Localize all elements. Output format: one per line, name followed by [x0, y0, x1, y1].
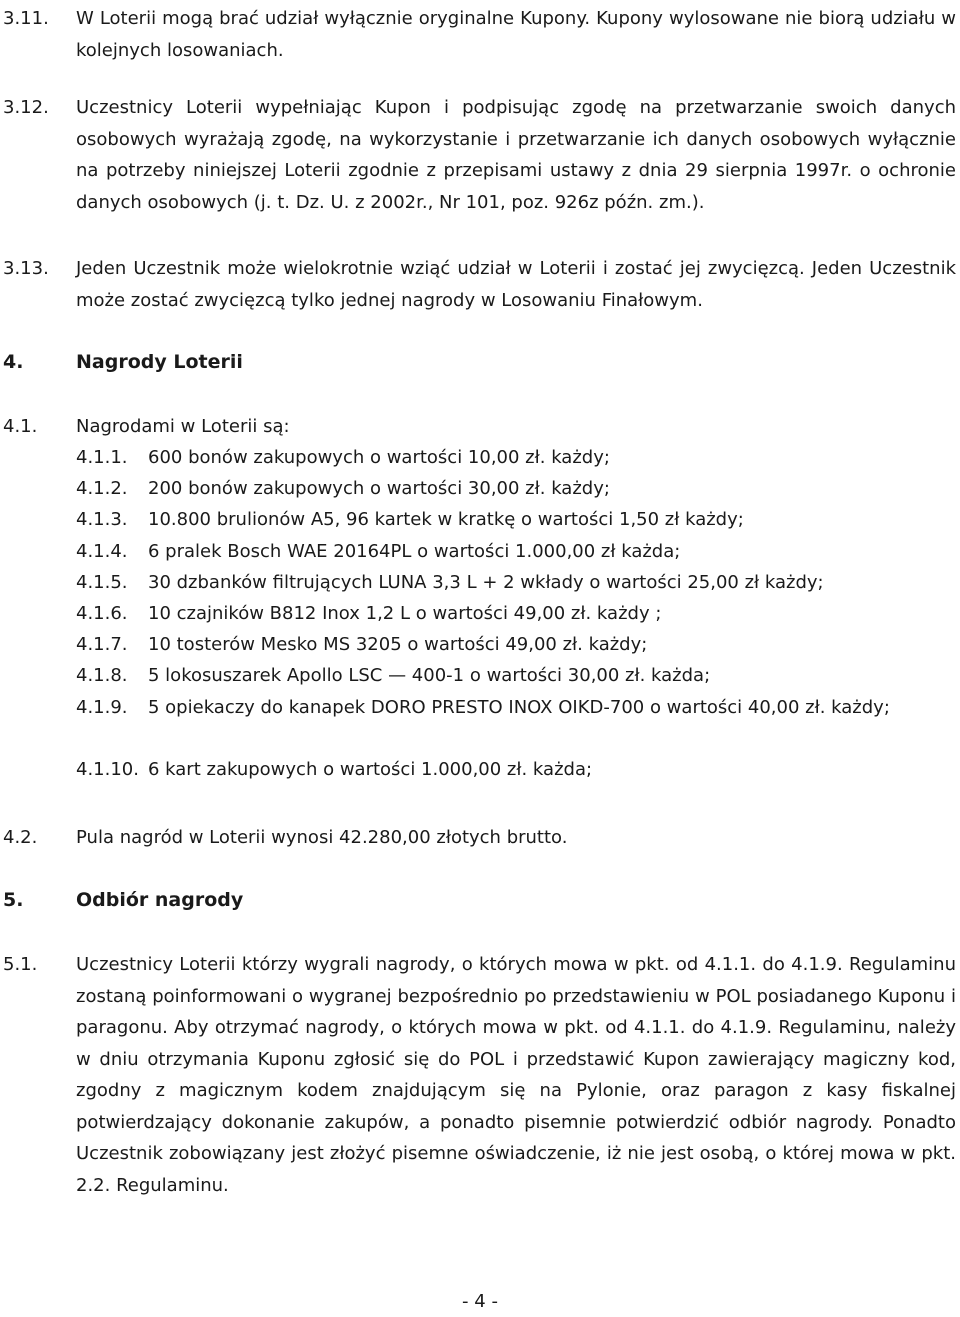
list-item — [76, 567, 956, 598]
list-item-text: 600 bonów zakupowych o wartości 10,00 zł. każdy; — [148, 447, 610, 468]
section-text: Uczestnicy Loterii wypełniając Kupon i podpisując zgodę na przetwarzanie swoich danych osobowych wyrażają zgodę, na wykorzystanie i przetwarzanie ich danych osobowych wyłącznie na potrzeby niniejszej Loterii zgodnie z przepisami ustawy z dnia 29 sierpnia 1997r. o ochronie danych osobowych (j. t. Dz. U. z 2002r., Nr 101, poz. 926z późn. zm.). — [76, 97, 956, 213]
list-item — [76, 442, 956, 473]
list-item — [76, 536, 956, 567]
list-item-number: 4.1.9. — [76, 696, 128, 718]
list-item-number: 4.1.8. — [76, 665, 128, 687]
list-item-number: 4.1.7. — [76, 634, 128, 656]
heading-number: 4. — [3, 351, 24, 373]
heading-number: 5. — [3, 889, 24, 911]
list-item-number: 4.1.6. — [76, 602, 128, 624]
section-number: 3.11. — [3, 8, 49, 29]
section-text: Pula nagród w Loterii wynosi 42.280,00 złotych brutto. — [76, 827, 568, 848]
section-text: Jeden Uczestnik może wielokrotnie wziąć udział w Loterii i zostać jej zwycięzcą. Jeden Uczestnik może zostać zwycięzcą tylko jednej nagrody w Losowaniu Finałowym. — [76, 258, 956, 311]
prize-list — [76, 442, 956, 785]
list-item-text: 10.800 brulionów A5, 96 kartek w kratkę o wartości 1,50 zł każdy; — [148, 509, 744, 531]
list-item-text: 200 bonów zakupowych o wartości 30,00 zł. każdy; — [148, 478, 610, 500]
section-number: 4.1. — [3, 416, 38, 437]
section-number: 4.2. — [3, 827, 38, 848]
list-item-number: 4.1.10. — [76, 758, 139, 780]
list-item-number: 4.1.2. — [76, 478, 128, 500]
list-item-number: 4.1.1. — [76, 447, 128, 468]
list-item — [76, 692, 956, 754]
section-number: 3.13. — [3, 258, 49, 279]
list-item-number: 4.1.3. — [76, 509, 128, 531]
list-item — [76, 473, 956, 504]
list-item-text: 6 pralek Bosch WAE 20164PL o wartości 1.000,00 zł każda; — [148, 540, 681, 562]
list-item — [76, 598, 956, 629]
list-item — [76, 629, 956, 660]
list-item-number: 4.1.5. — [76, 571, 128, 593]
list-item-text: 10 czajników B812 Inox 1,2 L o wartości 49,00 zł. każdy ; — [148, 602, 662, 624]
heading-title: Odbiór nagrody — [76, 889, 244, 911]
list-item-text: 5 opiekaczy do kanapek DORO PRESTO INOX OIKD-700 o wartości 40,00 zł. każdy; — [148, 696, 890, 718]
section-text: Uczestnicy Loterii którzy wygrali nagrody, o których mowa w pkt. od 4.1.1. do 4.1.9. Regulaminu zostaną poinformowani o wygranej bezpośrednio po przedstawieniu w POL posiadanego Kuponu i paragonu. Aby otrzymać nagrody, o których mowa w pkt. od 4.1.1. do 4.1.9. Regulaminu, należy w dniu otrzymania Kuponu zgłosić się do POL i przedstawić Kupon zawierający magiczny kod, zgodny z magicznym kodem znajdującym się na Pylonie, oraz paragon z kasy fiskalnej potwierdzający dokonanie zakupów, a ponadto pisemnie potwierdzić odbiór nagrody. Ponadto Uczestnik zobowiązany jest złożyć pisemne oświadczenie, iż nie jest osobą, o której mowa w pkt. 2.2. Regulaminu. — [76, 954, 956, 1196]
list-item — [76, 754, 956, 785]
list-item-number: 4.1.4. — [76, 540, 128, 562]
list-item — [76, 504, 956, 535]
section-text: Nagrodami w Loterii są: — [76, 416, 290, 437]
section-text: W Loterii mogą brać udział wyłącznie oryginalne Kupony. Kupony wylosowane nie biorą udziału w kolejnych losowaniach. — [76, 8, 956, 61]
heading-title: Nagrody Loterii — [76, 351, 243, 373]
list-item-text: 6 kart zakupowych o wartości 1.000,00 zł. każda; — [148, 758, 593, 780]
section-number: 5.1. — [3, 954, 38, 975]
list-item — [76, 660, 956, 691]
list-item-text: 5 lokosuszarek Apollo LSC — 400-1 o wartości 30,00 zł. każda; — [148, 665, 711, 687]
section-number: 3.12. — [3, 97, 49, 118]
list-item-text: 30 dzbanków filtrujących LUNA 3,3 L + 2 wkłady o wartości 25,00 zł każdy; — [148, 571, 824, 593]
page-number: - 4 - — [462, 1291, 498, 1312]
list-item-text: 10 tosterów Mesko MS 3205 o wartości 49,00 zł. każdy; — [148, 634, 648, 656]
